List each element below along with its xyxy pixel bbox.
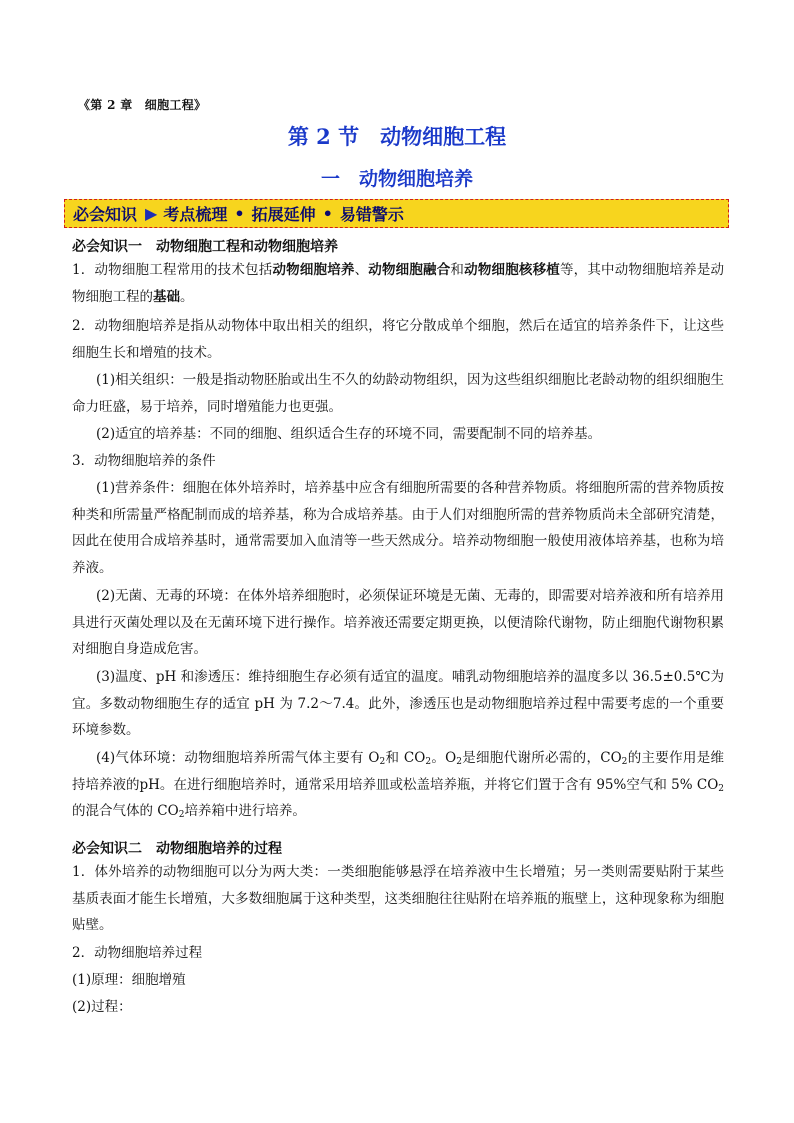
knowledge-banner	[64, 199, 729, 228]
play-arrow-icon: ▶	[145, 204, 158, 223]
paragraph-k2-2: 2．动物细胞培养过程	[72, 945, 203, 961]
banner-item: 易错警示	[339, 205, 404, 224]
paragraph-3-4: (4)气体环境：动物细胞培养所需气体主要有 $O_2$和 $CO_2$。$O_2$是细胞代谢所必需的，$CO_2$的主要作用是维持培养液的pH。在进行细胞培养时，通常采用培养皿或松盖培养瓶，并将它们置于含有 95%空气和 5% $CO_2$的混合气体的 $CO_2$培养箱中进行培养。	[72, 750, 724, 820]
knowledge-heading-1: 必会知识一 动物细胞工程和动物细胞培养	[72, 239, 338, 255]
section-title: 第 2 节 动物细胞工程	[287, 124, 507, 149]
knowledge-heading-2: 必会知识二 动物细胞培养的过程	[72, 841, 282, 857]
paragraph-k2-2-1: (1)原理：细胞增殖	[72, 972, 186, 988]
paragraph-2-2: (2)适宜的培养基：不同的细胞、组织适合生存的环境不同，需要配制不同的培养基。	[96, 426, 602, 442]
bullet-dot-icon: •	[234, 204, 245, 223]
paragraph-k2-2-2: (2)过程：	[72, 999, 132, 1015]
paragraph-1: 1．动物细胞工程常用的技术包括动物细胞培养、动物细胞融合和动物细胞核移植等，其中动物细胞培养是动物细胞工程的基础。	[72, 262, 725, 305]
paragraph-3-3: (3)温度、pH 和渗透压：维持细胞生存必须有适宜的温度。哺乳动物细胞培养的温度多以 36.5±0.5℃为宜。多数动物细胞生存的适宜 pH 为 7.2～7.4。此外，渗透压也是动物细胞培养过程中需要考虑的一个重要环境参数。	[72, 669, 724, 738]
paragraph-k2-1: 1．体外培养的动物细胞可以分为两大类：一类细胞能够悬浮在培养液中生长增殖；另一类则需要贴附于某些基质表面才能生长增殖，大多数细胞属于这种类型，这类细胞往往贴附在培养瓶的瓶壁上，这种现象称为细胞贴壁。	[72, 864, 724, 933]
banner-item: 考点梳理	[163, 205, 228, 224]
paragraph-3-2: (2)无菌、无毒的环境：在体外培养细胞时，必须保证环境是无菌、无毒的，即需要对培养液和所有培养用具进行灭菌处理以及在无菌环境下进行操作。培养液还需要定期更换，以便清除代谢物，防止细胞代谢物积累对细胞自身造成危害。	[72, 588, 724, 657]
chapter-label: 《第 2 章 细胞工程》	[78, 98, 207, 112]
paragraph-3-1: (1)营养条件：细胞在体外培养时，培养基中应含有细胞所需要的各种营养物质。将细胞所需的营养物质按种类和所需量严格配制而成的培养基，称为合成培养基。由于人们对细胞所需的营养物质尚未全部研究清楚，因此在使用合成培养基时，通常需要加入血清等一些天然成分。培养动物细胞一般使用液体培养基，也称为培养液。	[72, 480, 724, 576]
paragraph-2: 2．动物细胞培养是指从动物体中取出相关的组织，将它分散成单个细胞，然后在适宜的培养条件下，让这些细胞生长和增殖的技术。	[72, 318, 724, 361]
sub-title: 一 动物细胞培养	[320, 168, 473, 190]
paragraph-2-1: (1)相关组织：一般是指动物胚胎或出生不久的幼龄动物组织，因为这些组织细胞比老龄动物的组织细胞生命力旺盛，易于培养，同时增殖能力也更强。	[72, 372, 724, 415]
banner-lead: 必会知识	[73, 205, 138, 224]
banner-item: 拓展延伸	[251, 205, 316, 224]
bullet-dot-icon: •	[322, 204, 333, 223]
paragraph-3: 3．动物细胞培养的条件	[72, 453, 216, 469]
